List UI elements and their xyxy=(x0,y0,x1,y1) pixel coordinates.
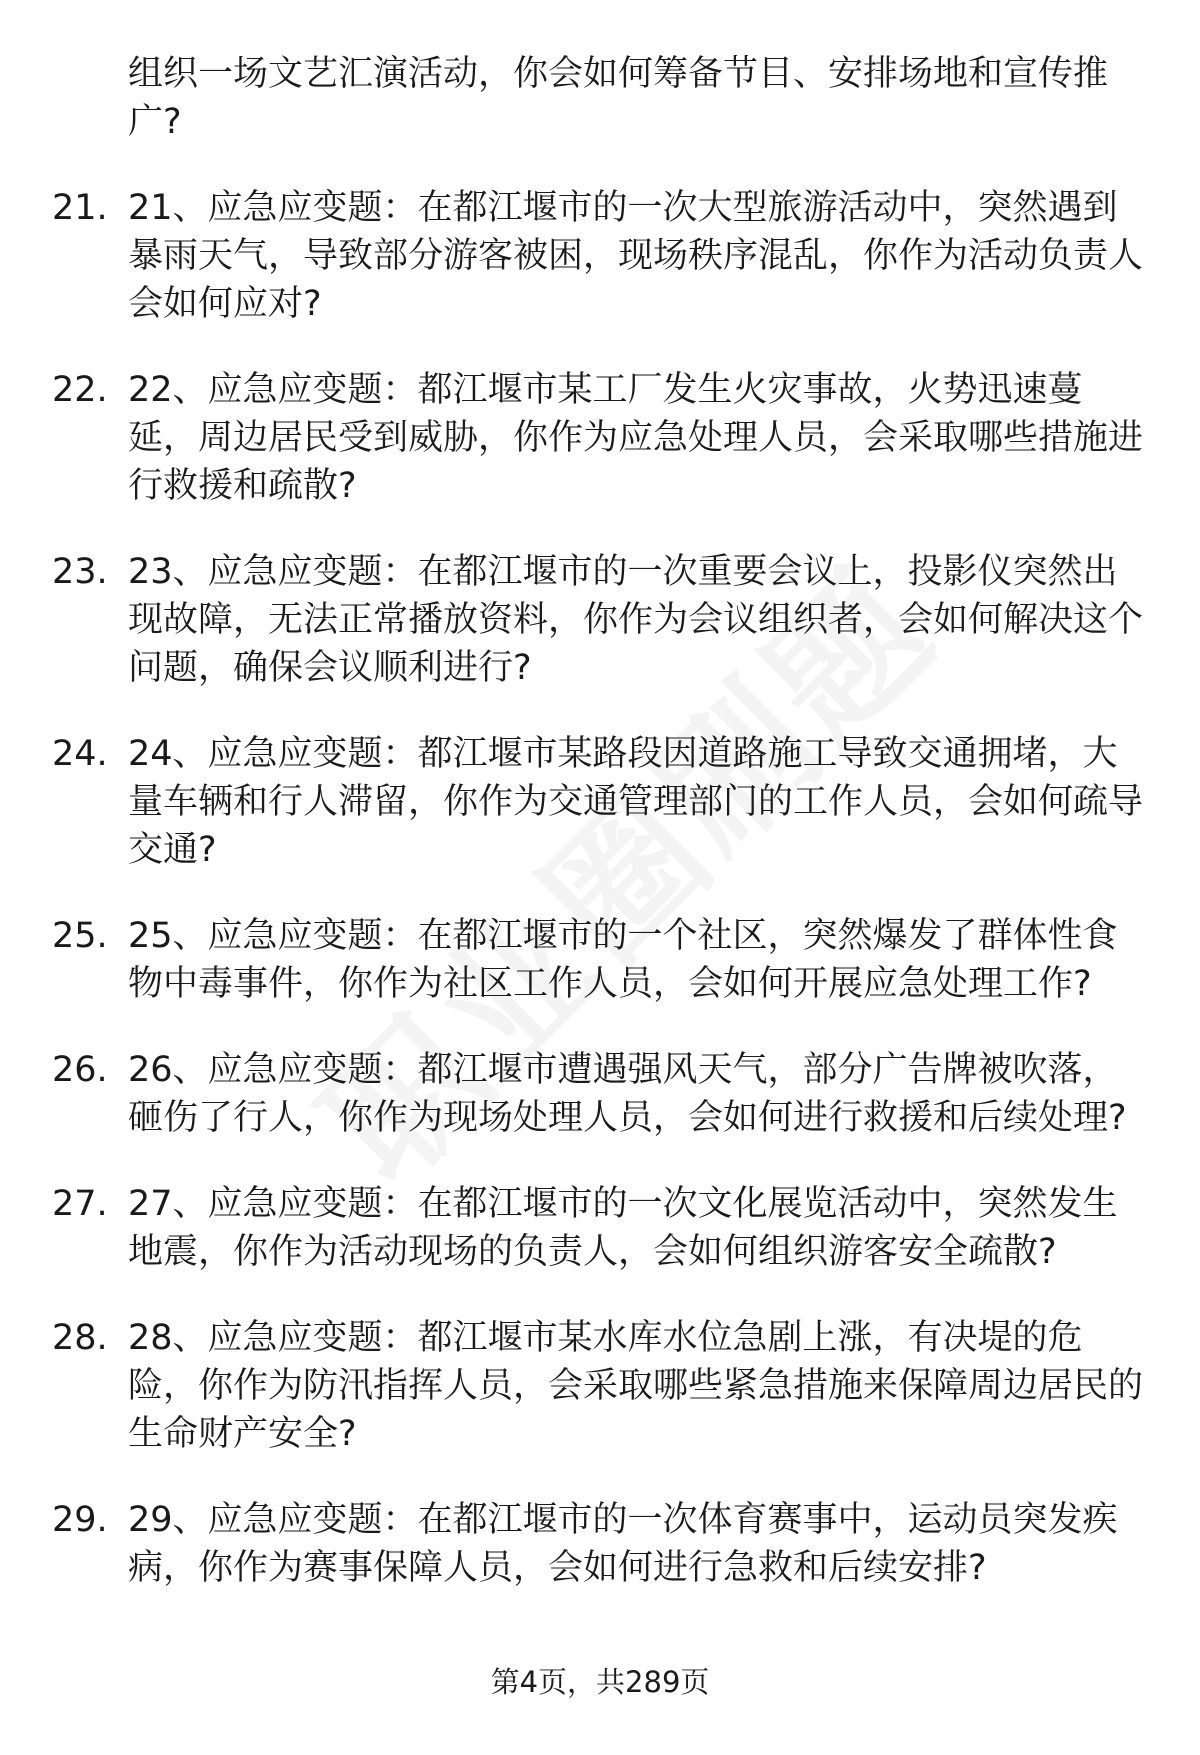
question-text: 24、应急应变题：都江堰市某路段因道路施工导致交通拥堵，大量车辆和行人滞留，你作为交通管理部门的工作人员，会如何疏导交通? xyxy=(128,734,1144,870)
page-footer: 第4页，共289页 xyxy=(490,1665,710,1699)
continued-question-text: 组织一场文艺汇演活动，你会如何筹备节目、安排场地和宣传推广? xyxy=(128,54,1109,142)
question-number: 21. xyxy=(52,188,108,228)
question-item xyxy=(0,730,1200,874)
question-text: 27、应急应变题：在都江堰市的一次文化展览活动中，突然发生地震，你作为活动现场的负责人，会如何组织游客安全疏散? xyxy=(128,1184,1118,1272)
question-number: 24. xyxy=(52,734,108,774)
question-item xyxy=(0,912,1200,1008)
question-number: 23. xyxy=(52,552,108,592)
question-list xyxy=(0,184,1200,1592)
question-item xyxy=(0,1496,1200,1592)
question-number: 29. xyxy=(52,1500,108,1540)
question-item xyxy=(0,1180,1200,1276)
question-text: 21、应急应变题：在都江堰市的一次大型旅游活动中，突然遇到暴雨天气，导致部分游客被困，现场秩序混乱，你作为活动负责人会如何应对? xyxy=(128,188,1144,324)
question-text: 22、应急应变题：都江堰市某工厂发生火灾事故，火势迅速蔓延，周边居民受到威胁，你作为应急处理人员，会采取哪些措施进行救援和疏散? xyxy=(128,370,1144,506)
question-text: 26、应急应变题：都江堰市遭遇强风天气，部分广告牌被吹落，砸伤了行人，你作为现场处理人员，会如何进行救援和后续处理? xyxy=(128,1050,1127,1138)
question-number: 26. xyxy=(52,1050,108,1090)
question-number: 25. xyxy=(52,916,108,956)
question-item xyxy=(0,366,1200,510)
question-item xyxy=(0,548,1200,692)
question-text: 28、应急应变题：都江堰市某水库水位急剧上涨，有决堤的危险，你作为防汛指挥人员，会采取哪些紧急措施来保障周边居民的生命财产安全? xyxy=(128,1318,1144,1454)
question-item xyxy=(0,1046,1200,1142)
question-number: 27. xyxy=(52,1184,108,1224)
question-text: 25、应急应变题：在都江堰市的一个社区，突然爆发了群体性食物中毒事件，你作为社区工作人员，会如何开展应急处理工作? xyxy=(128,916,1118,1004)
question-number: 22. xyxy=(52,370,108,410)
question-item xyxy=(0,184,1200,328)
page-content xyxy=(0,50,1200,1592)
question-item xyxy=(0,1314,1200,1458)
question-text: 29、应急应变题：在都江堰市的一次体育赛事中，运动员突发疾病，你作为赛事保障人员，会如何进行急救和后续安排? xyxy=(128,1500,1118,1588)
question-text: 23、应急应变题：在都江堰市的一次重要会议上，投影仪突然出现故障，无法正常播放资料，你作为会议组织者，会如何解决这个问题，确保会议顺利进行? xyxy=(128,552,1144,688)
question-number: 28. xyxy=(52,1318,108,1358)
